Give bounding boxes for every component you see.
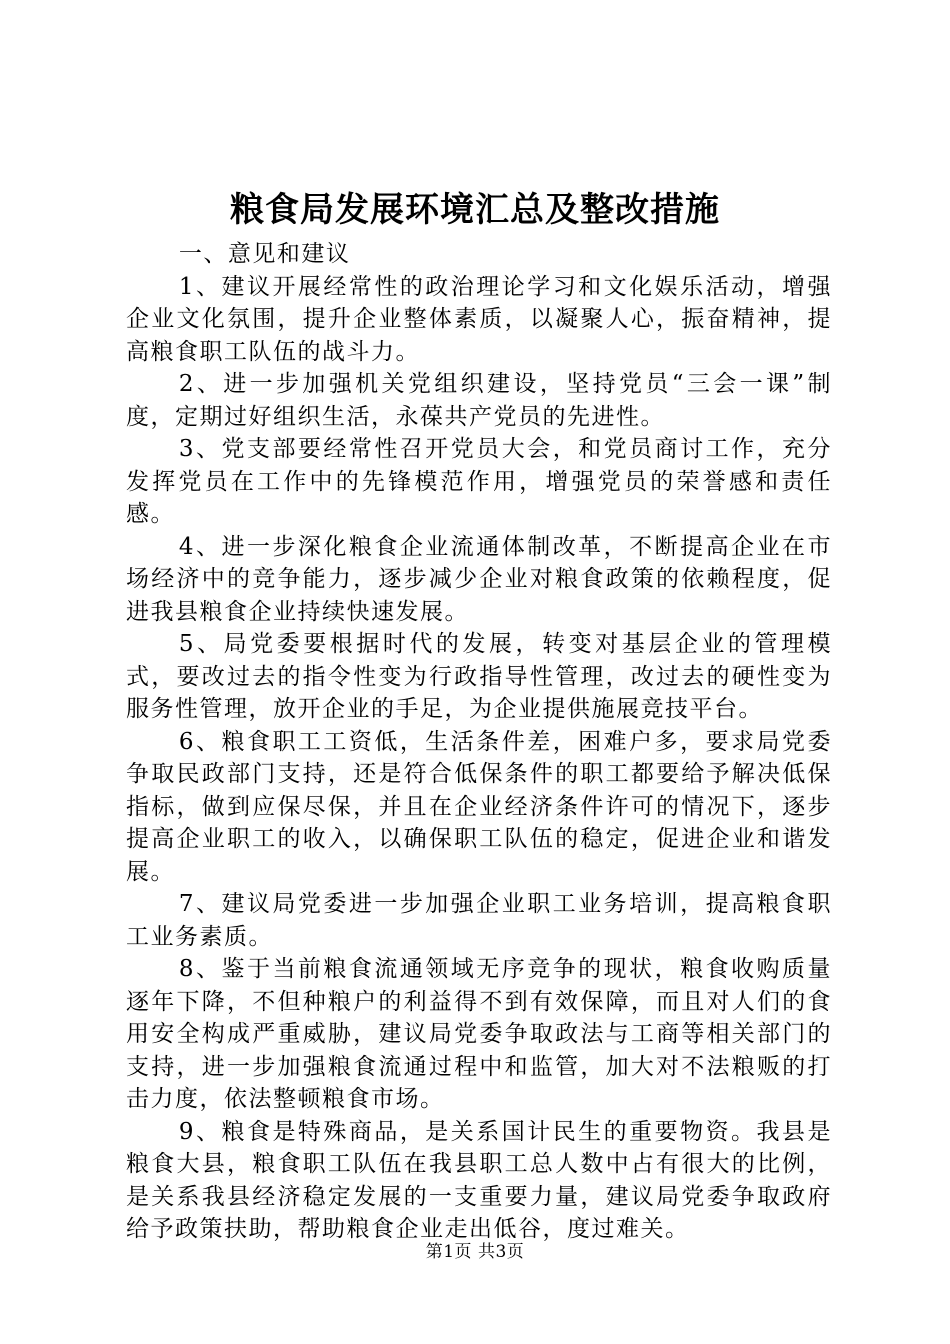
paragraph-8: 8、鉴于当前粮食流通领域无序竞争的现状，粮食收购质量逐年下降，不但种粮户的利益得不到有效保障，而且对人们的食用安全构成严重威胁，建议局党委争取政法与工商等相关部门的支持，进一步加强粮食流通过程中和监管，加大对不法粮贩的打击力度，依法整顿粮食市场。: [126, 956, 832, 1112]
page-footer: 第1页 共3页: [425, 1242, 525, 1262]
paragraph-3: 3、党支部要经常性召开党员大会，和党员商讨工作，充分发挥党员在工作中的先锋模范作用，增强党员的荣誉感和责任感。: [126, 436, 832, 527]
paragraph-6: 6、粮食职工工资低，生活条件差，困难户多，要求局党委争取民政部门支持，还是符合低保条件的职工都要给予解决低保指标，做到应保尽保，并且在企业经济条件许可的情况下，逐步提高企业职工的收入，以确保职工队伍的稳定，促进企业和谐发展。: [126, 728, 832, 885]
document-body: [126, 238, 832, 1246]
document-title: 粮食局发展环境汇总及整改措施: [230, 190, 720, 230]
paragraph-7: 7、建议局党委进一步加强企业职工业务培训，提高粮食职工业务素质。: [126, 891, 832, 950]
paragraph-1: 1、建议开展经常性的政治理论学习和文化娱乐活动，增强企业文化氛围，提升企业整体素质，以凝聚人心，振奋精神，提高粮食职工队伍的战斗力。: [126, 273, 832, 365]
paragraph-5: 5、局党委要根据时代的发展，转变对基层企业的管理模式，要改过去的指令性变为行政指导性管理，改过去的硬性变为服务性管理，放开企业的手足，为企业提供施展竞技平台。: [126, 631, 832, 722]
paragraph-9: 9、粮食是特殊商品，是关系国计民生的重要物资。我县是粮食大县，粮食职工队伍在我县职工总人数中占有很大的比例，是关系我县经济稳定发展的一支重要力量，建议局党委争取政府给予政策扶助，帮助粮食企业走出低谷，度过难关。: [126, 1118, 832, 1242]
paragraph-2: 2、进一步加强机关党组织建设，坚持党员“三会一课”制度，定期过好组织生活，永葆共产党员的先进性。: [126, 371, 832, 430]
section-heading: 一、意见和建议: [178, 241, 351, 267]
paragraph-4: 4、进一步深化粮食企业流通体制改革，不断提高企业在市场经济中的竞争能力，逐步减少企业对粮食政策的依赖程度，促进我县粮食企业持续快速发展。: [126, 533, 832, 625]
